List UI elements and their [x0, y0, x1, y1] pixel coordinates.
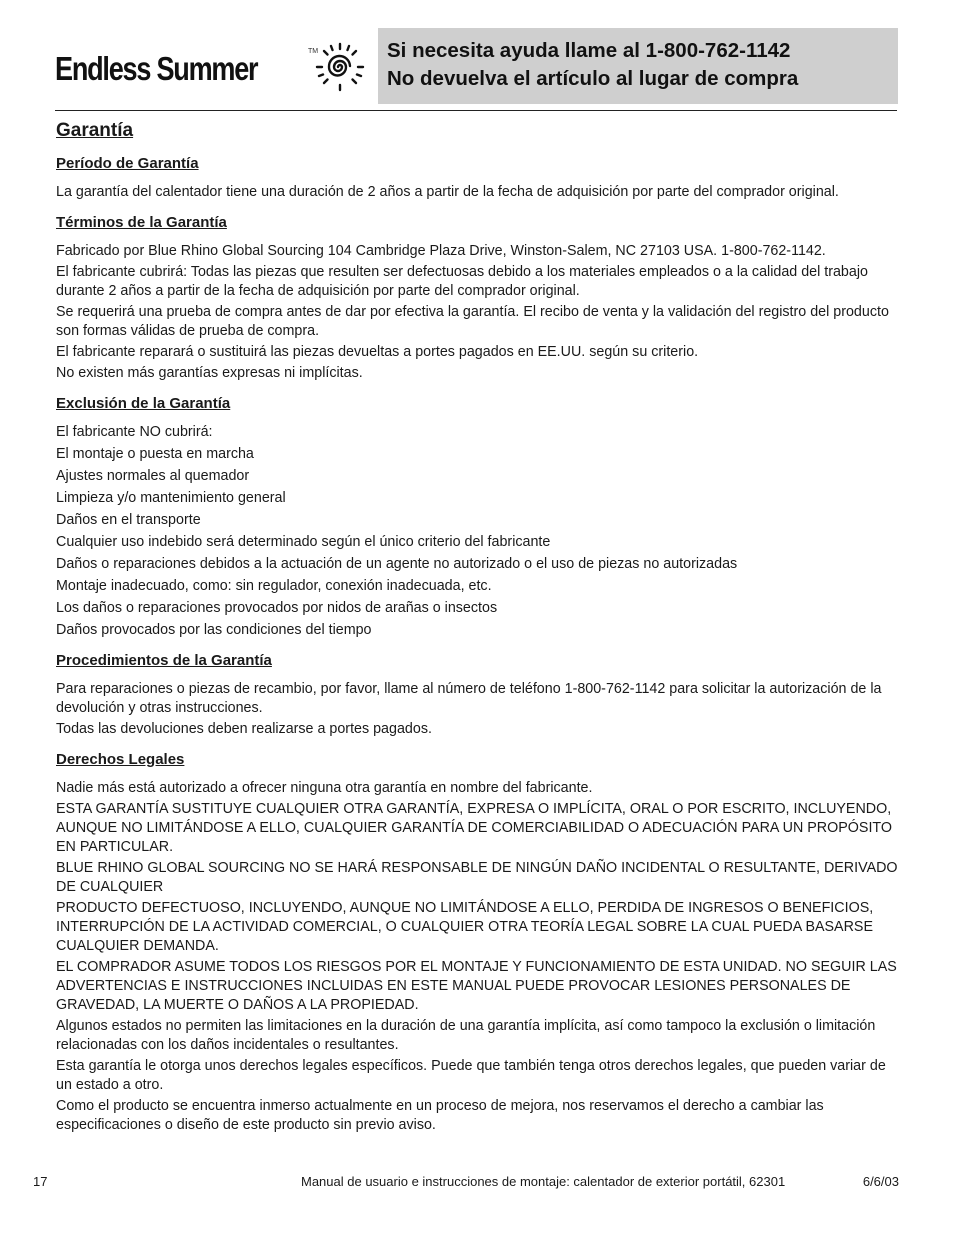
- section-exclusion: [56, 395, 898, 640]
- logo-trademark: TM: [308, 48, 319, 55]
- page-number: 17: [33, 1174, 48, 1189]
- paragraph: Esta garantía le otorga unos derechos legales específicos. Puede que también tenga otros derechos legales, que pueden variar de un estado a otro.: [56, 1058, 886, 1093]
- section-procedures: [56, 652, 898, 739]
- list-item: Montaje inadecuado, como: sin regulador, conexión inadecuada, etc.: [56, 578, 492, 594]
- list-item: Daños o reparaciones debidos a la actuación de un agente no autorizado o el uso de piezas no autorizadas: [56, 556, 738, 572]
- section-heading: Exclusión de la Garantía: [56, 395, 231, 412]
- paragraph: Como el producto se encuentra inmerso actualmente en un proceso de mejora, nos reservamos el derecho a cambiar las especificaciones o diseño de este producto sin previo aviso.: [56, 1098, 824, 1133]
- paragraph: Fabricado por Blue Rhino Global Sourcing 104 Cambridge Plaza Drive, Winston-Salem, NC 27103 USA. 1-800-762-1142.: [56, 243, 826, 259]
- list-item: Ajustes normales al quemador: [56, 468, 250, 484]
- sun-spiral-icon: [311, 38, 369, 96]
- section-legal: [56, 751, 898, 1135]
- list-item: Limpieza y/o mantenimiento general: [56, 490, 286, 506]
- manual-title: Manual de usuario e instrucciones de montaje: calentador de exterior portátil, 62301: [301, 1174, 786, 1189]
- list-item: Los daños o reparaciones provocados por nidos de arañas o insectos: [56, 600, 498, 616]
- section-heading: Términos de la Garantía: [56, 214, 227, 231]
- paragraph: Todas las devoluciones deben realizarse a portes pagados.: [56, 721, 432, 737]
- logo-text: Endless Summer: [55, 50, 258, 87]
- section-heading: Procedimientos de la Garantía: [56, 652, 272, 669]
- paragraph: EL COMPRADOR ASUME TODOS LOS RIESGOS POR EL MONTAJE Y FUNCIONAMIENTO DE ESTA UNIDAD. NO SEGUIR LAS ADVERTENCIAS E INSTRUCCIONES INCLUIDAS EN ESTE MANUAL PUEDE PROVOCAR LESIONES PERSONALES DE GRAVEDAD, LA MUERTE O DAÑOS A LA PROPIEDAD.: [56, 959, 897, 1013]
- logo: [55, 48, 319, 88]
- warranty-content: [56, 119, 898, 1147]
- list-item: El fabricante NO cubrirá:: [56, 424, 213, 440]
- paragraph: Algunos estados no permiten las limitaciones en la duración de una garantía implícita, así como tampoco la exclusión o limitación relacionadas con los daños incidentales o resultantes.: [56, 1018, 876, 1053]
- section-period: [56, 155, 898, 202]
- document-date: 6/6/03: [862, 1174, 899, 1189]
- paragraph: El fabricante cubrirá: Todas las piezas que resulten ser defectuosas debido a los materiales empleados o a la calidad del trabajo durante 2 años a partir de la fecha de adquisición por parte del comprador original.: [56, 264, 868, 299]
- help-banner: [378, 28, 898, 104]
- paragraph: El fabricante reparará o sustituirá las piezas devueltas a portes pagados en EE.UU. según su criterio.: [56, 344, 699, 360]
- list-item: El montaje o puesta en marcha: [56, 446, 254, 462]
- help-phone-line: Si necesita ayuda llame al 1-800-762-1142: [387, 39, 791, 62]
- list-item: Daños provocados por las condiciones del tiempo: [56, 622, 372, 638]
- paragraph: La garantía del calentador tiene una duración de 2 años a partir de la fecha de adquisición por parte del comprador original.: [56, 184, 839, 200]
- paragraph: BLUE RHINO GLOBAL SOURCING NO SE HARÁ RESPONSABLE DE NINGÚN DAÑO INCIDENTAL O RESULTANTE, DERIVADO DE CUALQUIER: [56, 860, 898, 895]
- help-return-line: No devuelva el artículo al lugar de compra: [387, 67, 799, 90]
- header-divider: [55, 110, 897, 111]
- page-footer: [33, 1174, 899, 1192]
- page-title: Garantía: [56, 120, 134, 141]
- paragraph: Se requerirá una prueba de compra antes de dar por efectiva la garantía. El recibo de venta y la validación del registro del producto son formas válidas de prueba de compra.: [56, 304, 889, 339]
- paragraph: Para reparaciones o piezas de recambio, por favor, llame al número de teléfono 1-800-762-1142 para solicitar la autorización de la devolución y otras instrucciones.: [56, 681, 882, 716]
- section-heading: Derechos Legales: [56, 751, 185, 768]
- paragraph: Nadie más está autorizado a ofrecer ninguna otra garantía en nombre del fabricante.: [56, 780, 593, 796]
- paragraph: No existen más garantías expresas ni implícitas.: [56, 365, 363, 381]
- section-terms: [56, 214, 898, 383]
- paragraph: ESTA GARANTÍA SUSTITUYE CUALQUIER OTRA GARANTÍA, EXPRESA O IMPLÍCITA, ORAL O POR ESCRITO, INCLUYENDO, AUNQUE NO LIMITÁNDOSE A ELLO, CUALQUIER GARANTÍA DE COMERCIABILIDAD O ADECUACIÓN PARA UN PROPÓSITO EN PARTICULAR.: [56, 801, 893, 855]
- section-heading: Período de Garantía: [56, 155, 199, 172]
- list-item: Daños en el transporte: [56, 512, 201, 528]
- list-item: Cualquier uso indebido será determinado según el único criterio del fabricante: [56, 534, 551, 550]
- paragraph: PRODUCTO DEFECTUOSO, INCLUYENDO, AUNQUE NO LIMITÁNDOSE A ELLO, PERDIDA DE INGRESOS O BENEFICIOS, INTERRUPCIÓN DE LA ACTIVIDAD COMERCIAL, O CUALQUIER OTRA TEORÍA LEGAL SOBRE LA CUAL PUEDA BASARSE CUALQUIER DEMANDA.: [56, 900, 874, 954]
